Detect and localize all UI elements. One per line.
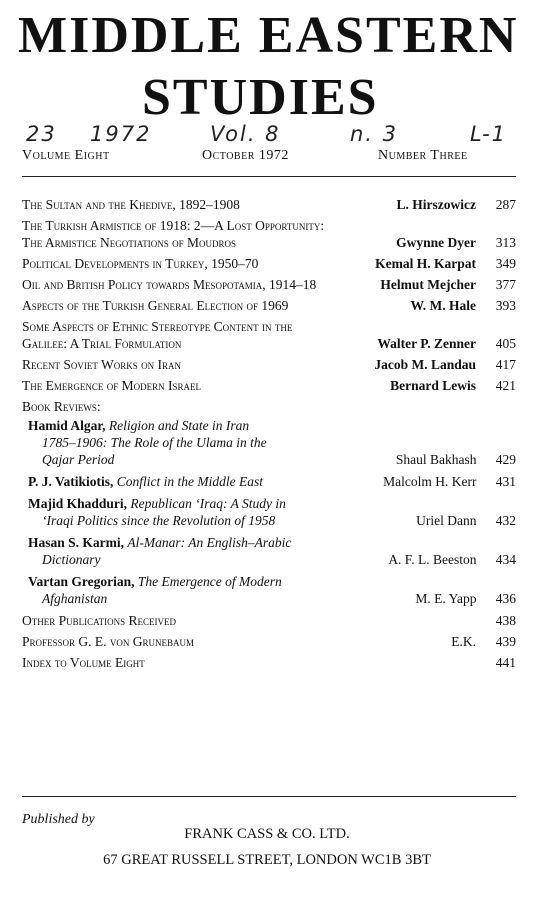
review-book-title-cont: 1785–1906: The Role of the Ulama in the (42, 435, 267, 450)
review-book-title: Republican ‘Iraq: A Study in (130, 496, 286, 511)
article-page: 393 (495, 298, 516, 313)
review-book-author: Vartan Gregorian, (28, 574, 135, 589)
review-page: 431 (495, 474, 516, 489)
review-book-title-cont: Dictionary (42, 552, 101, 567)
review-book-author: Hamid Algar, (28, 418, 106, 433)
reviewer-name: A. F. L. Beeston (388, 552, 477, 567)
article-title: Recent Soviet Works on Iran (22, 357, 182, 372)
toc-article[interactable] (22, 255, 516, 272)
article-author: Walter P. Zenner (377, 336, 476, 351)
article-author: Helmut Mejcher (380, 277, 476, 292)
article-author: Kemal H. Karpat (375, 256, 476, 271)
handwritten-note: 23 (26, 122, 57, 146)
entry-page: 438 (495, 613, 516, 628)
review-page: 432 (495, 513, 516, 528)
book-review-item[interactable] (22, 495, 516, 529)
top-divider (22, 176, 516, 177)
review-page: 436 (495, 591, 516, 606)
article-author: Jacob M. Landau (374, 357, 476, 372)
article-author: Bernard Lewis (390, 378, 476, 393)
reviewer-name: Uriel Dann (416, 513, 477, 528)
toc-entry[interactable] (22, 612, 516, 629)
handwritten-note: Vol. 8 (210, 122, 281, 146)
toc-article[interactable] (22, 276, 516, 293)
article-author: L. Hirszowicz (396, 197, 476, 212)
toc-article[interactable] (22, 297, 516, 314)
toc-article[interactable] (22, 196, 516, 213)
review-book-title: The Emergence of Modern (137, 574, 282, 589)
volume-label: Volume Eight (22, 148, 110, 163)
review-book-author: P. J. Vatikiotis, (28, 474, 114, 489)
article-title: The Turkish Armistice of 1918: 2—A Lost Opportunity: The Armistice Negotiations of Moudros (22, 218, 325, 250)
entry-author (452, 654, 476, 671)
entry-title: Index to Volume Eight (22, 655, 145, 670)
review-page: 434 (495, 552, 516, 567)
article-author: W. M. Hale (410, 298, 476, 313)
publisher-name: FRANK CASS & CO. LTD. (184, 826, 350, 842)
review-book-author: Majid Khadduri, (28, 496, 128, 511)
bottom-divider (22, 796, 516, 797)
article-page: 287 (495, 197, 516, 212)
article-page: 349 (495, 256, 516, 271)
handwritten-note: n. 3 (350, 122, 399, 146)
toc-article[interactable] (22, 356, 516, 373)
book-review-item[interactable] (22, 417, 516, 468)
book-review-item[interactable] (22, 573, 516, 607)
table-of-contents (22, 196, 516, 675)
publisher-address: 67 GREAT RUSSELL STREET, LONDON WC1B 3BT (103, 852, 431, 868)
entry-title: Professor G. E. von Grunebaum (22, 634, 195, 649)
published-by-label: Published by (22, 812, 95, 827)
article-page: 313 (495, 235, 516, 250)
reviewer-name: Malcolm H. Kerr (383, 474, 477, 489)
article-title: Political Developments in Turkey, 1950–70 (22, 256, 259, 271)
article-page: 417 (495, 357, 516, 372)
review-book-title-cont: Qajar Period (42, 452, 115, 467)
article-title: The Sultan and the Khedive, 1892–1908 (22, 197, 240, 212)
review-book-title: Al-Manar: An English–Arabic (127, 535, 292, 550)
reviewer-name: M. E. Yapp (415, 591, 477, 606)
review-book-title-cont: ‘Iraqi Politics since the Revolution of 1958 (42, 513, 276, 528)
entry-page: 439 (495, 634, 516, 649)
book-review-item[interactable] (22, 473, 516, 490)
entry-page: 441 (495, 655, 516, 670)
toc-entry[interactable] (22, 654, 516, 671)
book-reviews-heading: Book Reviews: (22, 399, 101, 414)
book-review-item[interactable] (22, 534, 516, 568)
toc-article[interactable] (22, 217, 516, 251)
article-title: Aspects of the Turkish General Election of 1969 (22, 298, 289, 313)
review-book-author: Hasan S. Karmi, (28, 535, 125, 550)
review-book-title: Religion and State in Iran (108, 418, 250, 433)
entry-author: E.K. (451, 634, 476, 649)
review-page: 429 (495, 452, 516, 467)
article-page: 377 (495, 277, 516, 292)
entry-author (452, 612, 476, 629)
issue-number: Number Three (378, 148, 468, 163)
article-author: Gwynne Dyer (396, 235, 476, 250)
entry-title: Other Publications Received (22, 613, 177, 628)
review-book-title-cont: Afghanistan (42, 591, 108, 606)
reviewer-name: Shaul Bakhash (395, 452, 477, 467)
toc-article[interactable] (22, 318, 516, 352)
handwritten-note: L-1 (470, 122, 508, 146)
article-title: The Emergence of Modern Israel (22, 378, 201, 393)
issue-date: October 1972 (202, 148, 289, 163)
review-book-title: Conflict in the Middle East (116, 474, 264, 489)
handwritten-note: 1972 (90, 122, 152, 146)
toc-entry[interactable] (22, 633, 516, 650)
article-page: 421 (495, 378, 516, 393)
article-title: Some Aspects of Ethnic Stereotype Content in the Galilee: A Trial Formulation (22, 319, 293, 351)
article-page: 405 (495, 336, 516, 351)
toc-article[interactable] (22, 377, 516, 394)
article-title: Oil and British Policy towards Mesopotamia, 1914–18 (22, 277, 317, 292)
journal-title-line1: MIDDLE EASTERN (18, 7, 519, 64)
journal-title-line2: STUDIES (142, 69, 379, 126)
